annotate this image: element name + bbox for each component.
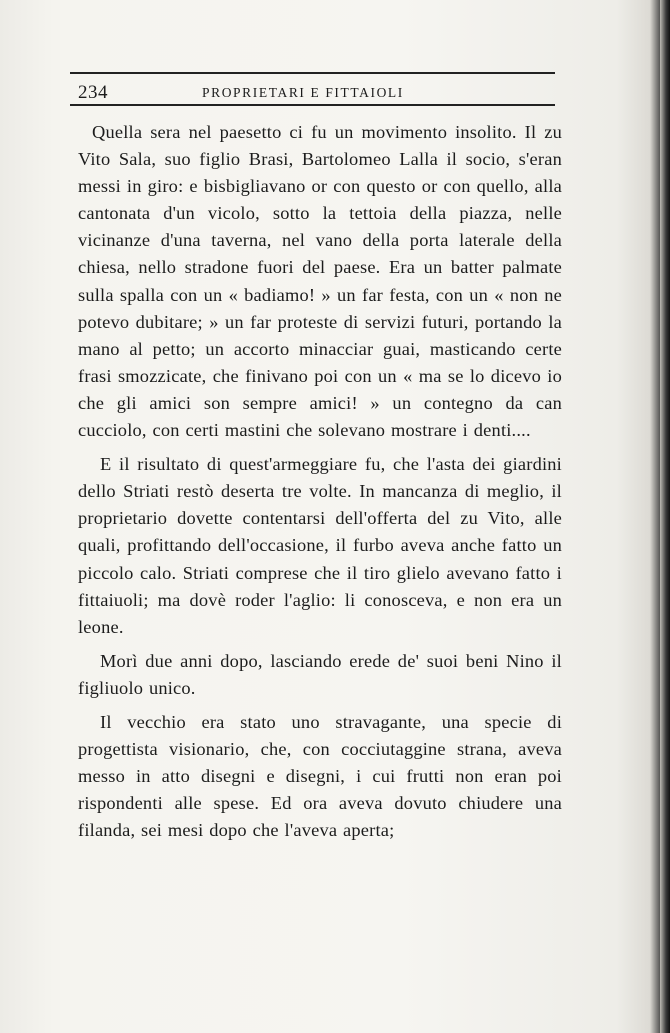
paragraph-2: E il risultato di quest'armeggiare fu, che l'asta dei giardini dello Striati restò deserta tre volte. In mancanza di meglio, il proprietario dovette contentarsi dell'offerta del zu Vito, alle quali, profittando dell'occasione, il furbo aveva anche fatto un piccolo calo. Striati comprese che il tiro glielo avevano fatto i fittaiuoli; ma dovè roder l'aglio: li conosceva, e non era un leone. (78, 454, 562, 637)
page-number: 234 (78, 82, 108, 103)
paragraph-3: Morì due anni dopo, lasciando erede de' suoi beni Nino il figliuolo unico. (78, 650, 562, 698)
paragraph-1: Quella sera nel paesetto ci fu un movimento insolito. Il zu Vito Sala, suo figlio Brasi, Bartolomeo Lalla il socio, s'eran messi in giro: e bisbigliavano or con questo or con quello, alla cantonata d'un vicolo, sotto la tettoia della piazza, nelle vicinanze d'una taverna, nel vano della porta laterale della chiesa, nello stradone fuori del paese. Era un batter palmate sulla spalla con un « badiamo! » un far festa, con un « non ne potevo dubitare; » un far proteste di servizi futuri, portando la mano al petto; un accorto minacciar guai, masticando certe frasi smozzicate, che finivano poi con un « ma se lo dicevo io che gli amici son sempre amici! » un contegno da can cucciolo, con certi mastini che solevano mostrare i denti.... (78, 122, 562, 441)
running-title: PROPRIETARI E FITTAIOLI (202, 85, 404, 100)
paragraph-4: Il vecchio era stato uno stravagante, una specie di progettista visionario, che, con cocciutaggine strana, aveva messo in atto disegni e disegni, i cui frutti non eran poi rispondenti alle spese. Ed ora aveva dovuto chiudere una filanda, sei mesi dopo che l'aveva aperta; (78, 711, 562, 841)
body-text (78, 119, 562, 844)
header-rule-bottom (70, 104, 555, 106)
header-rule-top (70, 72, 555, 74)
page-header (74, 78, 554, 104)
book-binding-edge (660, 0, 670, 1033)
